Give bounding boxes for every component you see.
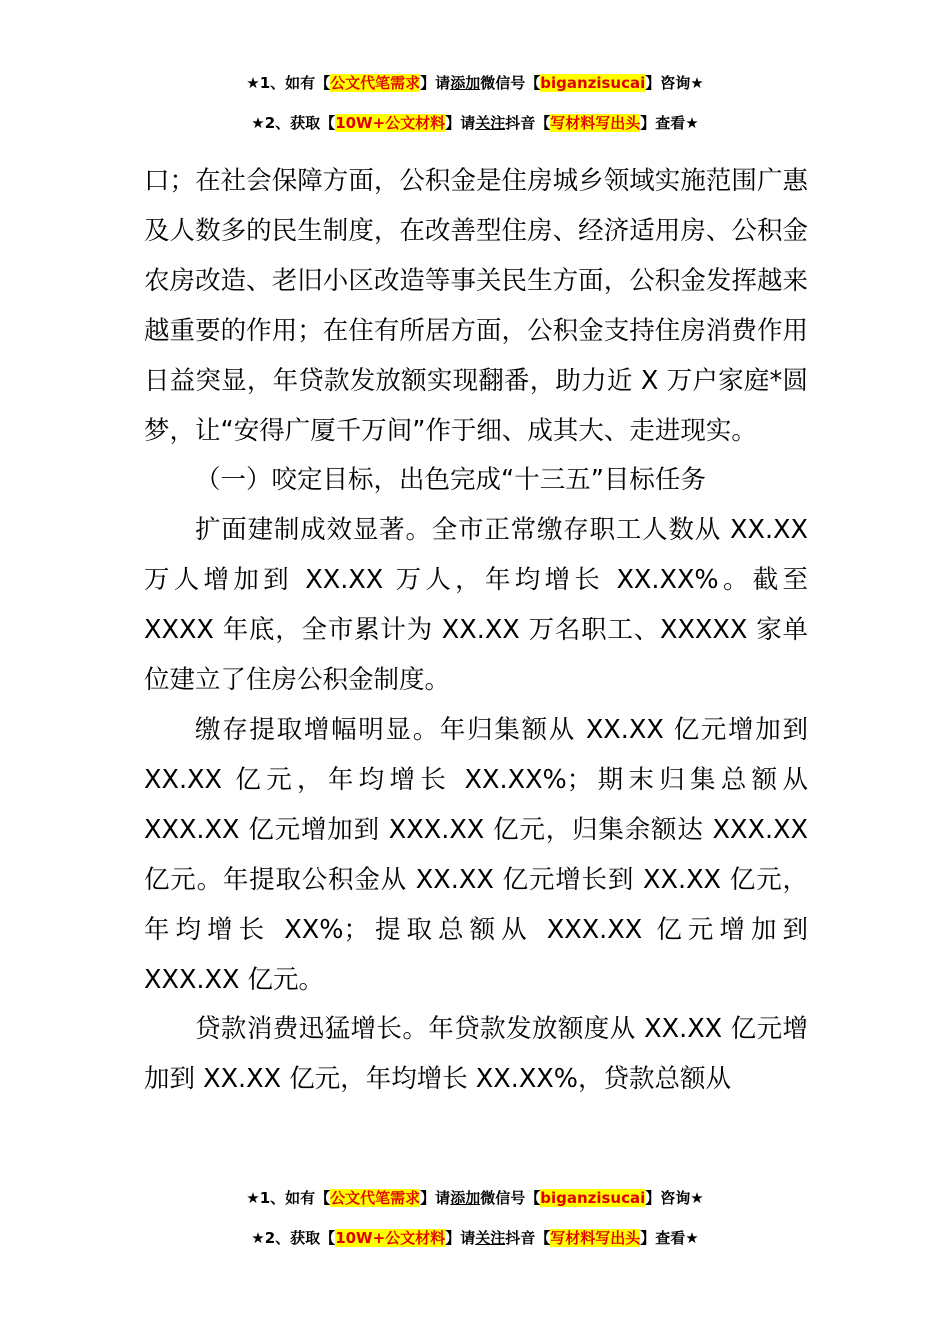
banner-text: ★2、获取【 xyxy=(251,114,336,132)
banner-text: 】请 xyxy=(420,1189,451,1207)
document-body xyxy=(144,157,808,1105)
banner-text: 】查看★ xyxy=(640,1229,699,1247)
footer-banner-line-1 xyxy=(0,1187,950,1208)
paragraph-coverage: 扩面建制成效显著。全市正常缴存职工人数从 XX.XX 万人增加到 XX.XX 万人，年均增长 XX.XX%。截至 XXXX 年底，全市累计为 XX.XX 万名职工、XXXXX 家单位建立了住房公积金制度。 xyxy=(144,515,808,696)
banner-text: ★1、如有【 xyxy=(246,74,331,92)
banner-text: 微信号【 xyxy=(480,74,541,92)
header-banner-line-2 xyxy=(0,112,950,133)
banner-text: 】咨询★ xyxy=(645,74,704,92)
banner-text: 】请 xyxy=(420,74,451,92)
banner-highlight: 10W+公文材料 xyxy=(335,1229,446,1247)
banner-highlight: 写材料写出头 xyxy=(550,114,641,132)
paragraph-deposit-withdrawal: 缴存提取增幅明显。年归集额从 XX.XX 亿元增加到 XX.XX 亿元，年均增长 XX.XX%；期末归集总额从 XXX.XX 亿元增加到 XXX.XX 亿元，归集余额达 XXX.XX 亿元。年提取公积金从 XX.XX 亿元增长到 XX.XX 亿元，年均增长 XX%；提取总额从 XXX.XX 亿元增加到 XXX.XX 亿元。 xyxy=(144,714,808,995)
paragraph-loans: 贷款消费迅猛增长。年贷款发放额度从 XX.XX 亿元增加到 XX.XX 亿元，年均增长 XX.XX%，贷款总额从 xyxy=(144,1014,808,1095)
banner-text: 微信号【 xyxy=(480,1189,541,1207)
banner-underlined: 关注 xyxy=(475,1229,506,1247)
banner-text: 】请 xyxy=(445,114,476,132)
banner-text: 】咨询★ xyxy=(645,1189,704,1207)
banner-text: 】查看★ xyxy=(640,114,699,132)
banner-highlight: 公文代笔需求 xyxy=(330,1189,421,1207)
banner-underlined: 关注 xyxy=(475,114,506,132)
section-heading: （一）咬定目标，出色完成“十三五”目标任务 xyxy=(195,465,706,496)
banner-text: 】请 xyxy=(445,1229,476,1247)
banner-highlight: 10W+公文材料 xyxy=(335,114,446,132)
banner-text: ★1、如有【 xyxy=(246,1189,331,1207)
banner-highlight: 公文代笔需求 xyxy=(330,74,421,92)
banner-highlight: biganzisucai xyxy=(540,1189,646,1207)
banner-text: 抖音【 xyxy=(505,114,551,132)
banner-text: 抖音【 xyxy=(505,1229,551,1247)
banner-highlight: 写材料写出头 xyxy=(550,1229,641,1247)
banner-text: ★2、获取【 xyxy=(251,1229,336,1247)
banner-underlined: 添加 xyxy=(450,1189,481,1207)
paragraph-intro: 口；在社会保障方面，公积金是住房城乡领域实施范围广惠及人数多的民生制度，在改善型住房、经济适用房、公积金农房改造、老旧小区改造等事关民生方面，公积金发挥越来越重要的作用；在住有所居方面，公积金支持住房消费作用日益突显，年贷款发放额实现翻番，助力近 X 万户家庭*圆梦，让“安得广厦千万间”作于细、成其大、走进现实。 xyxy=(144,166,808,446)
banner-underlined: 添加 xyxy=(450,74,481,92)
banner-highlight: biganzisucai xyxy=(540,74,646,92)
header-banner-line-1 xyxy=(0,72,950,93)
footer-banner-line-2 xyxy=(0,1227,950,1248)
